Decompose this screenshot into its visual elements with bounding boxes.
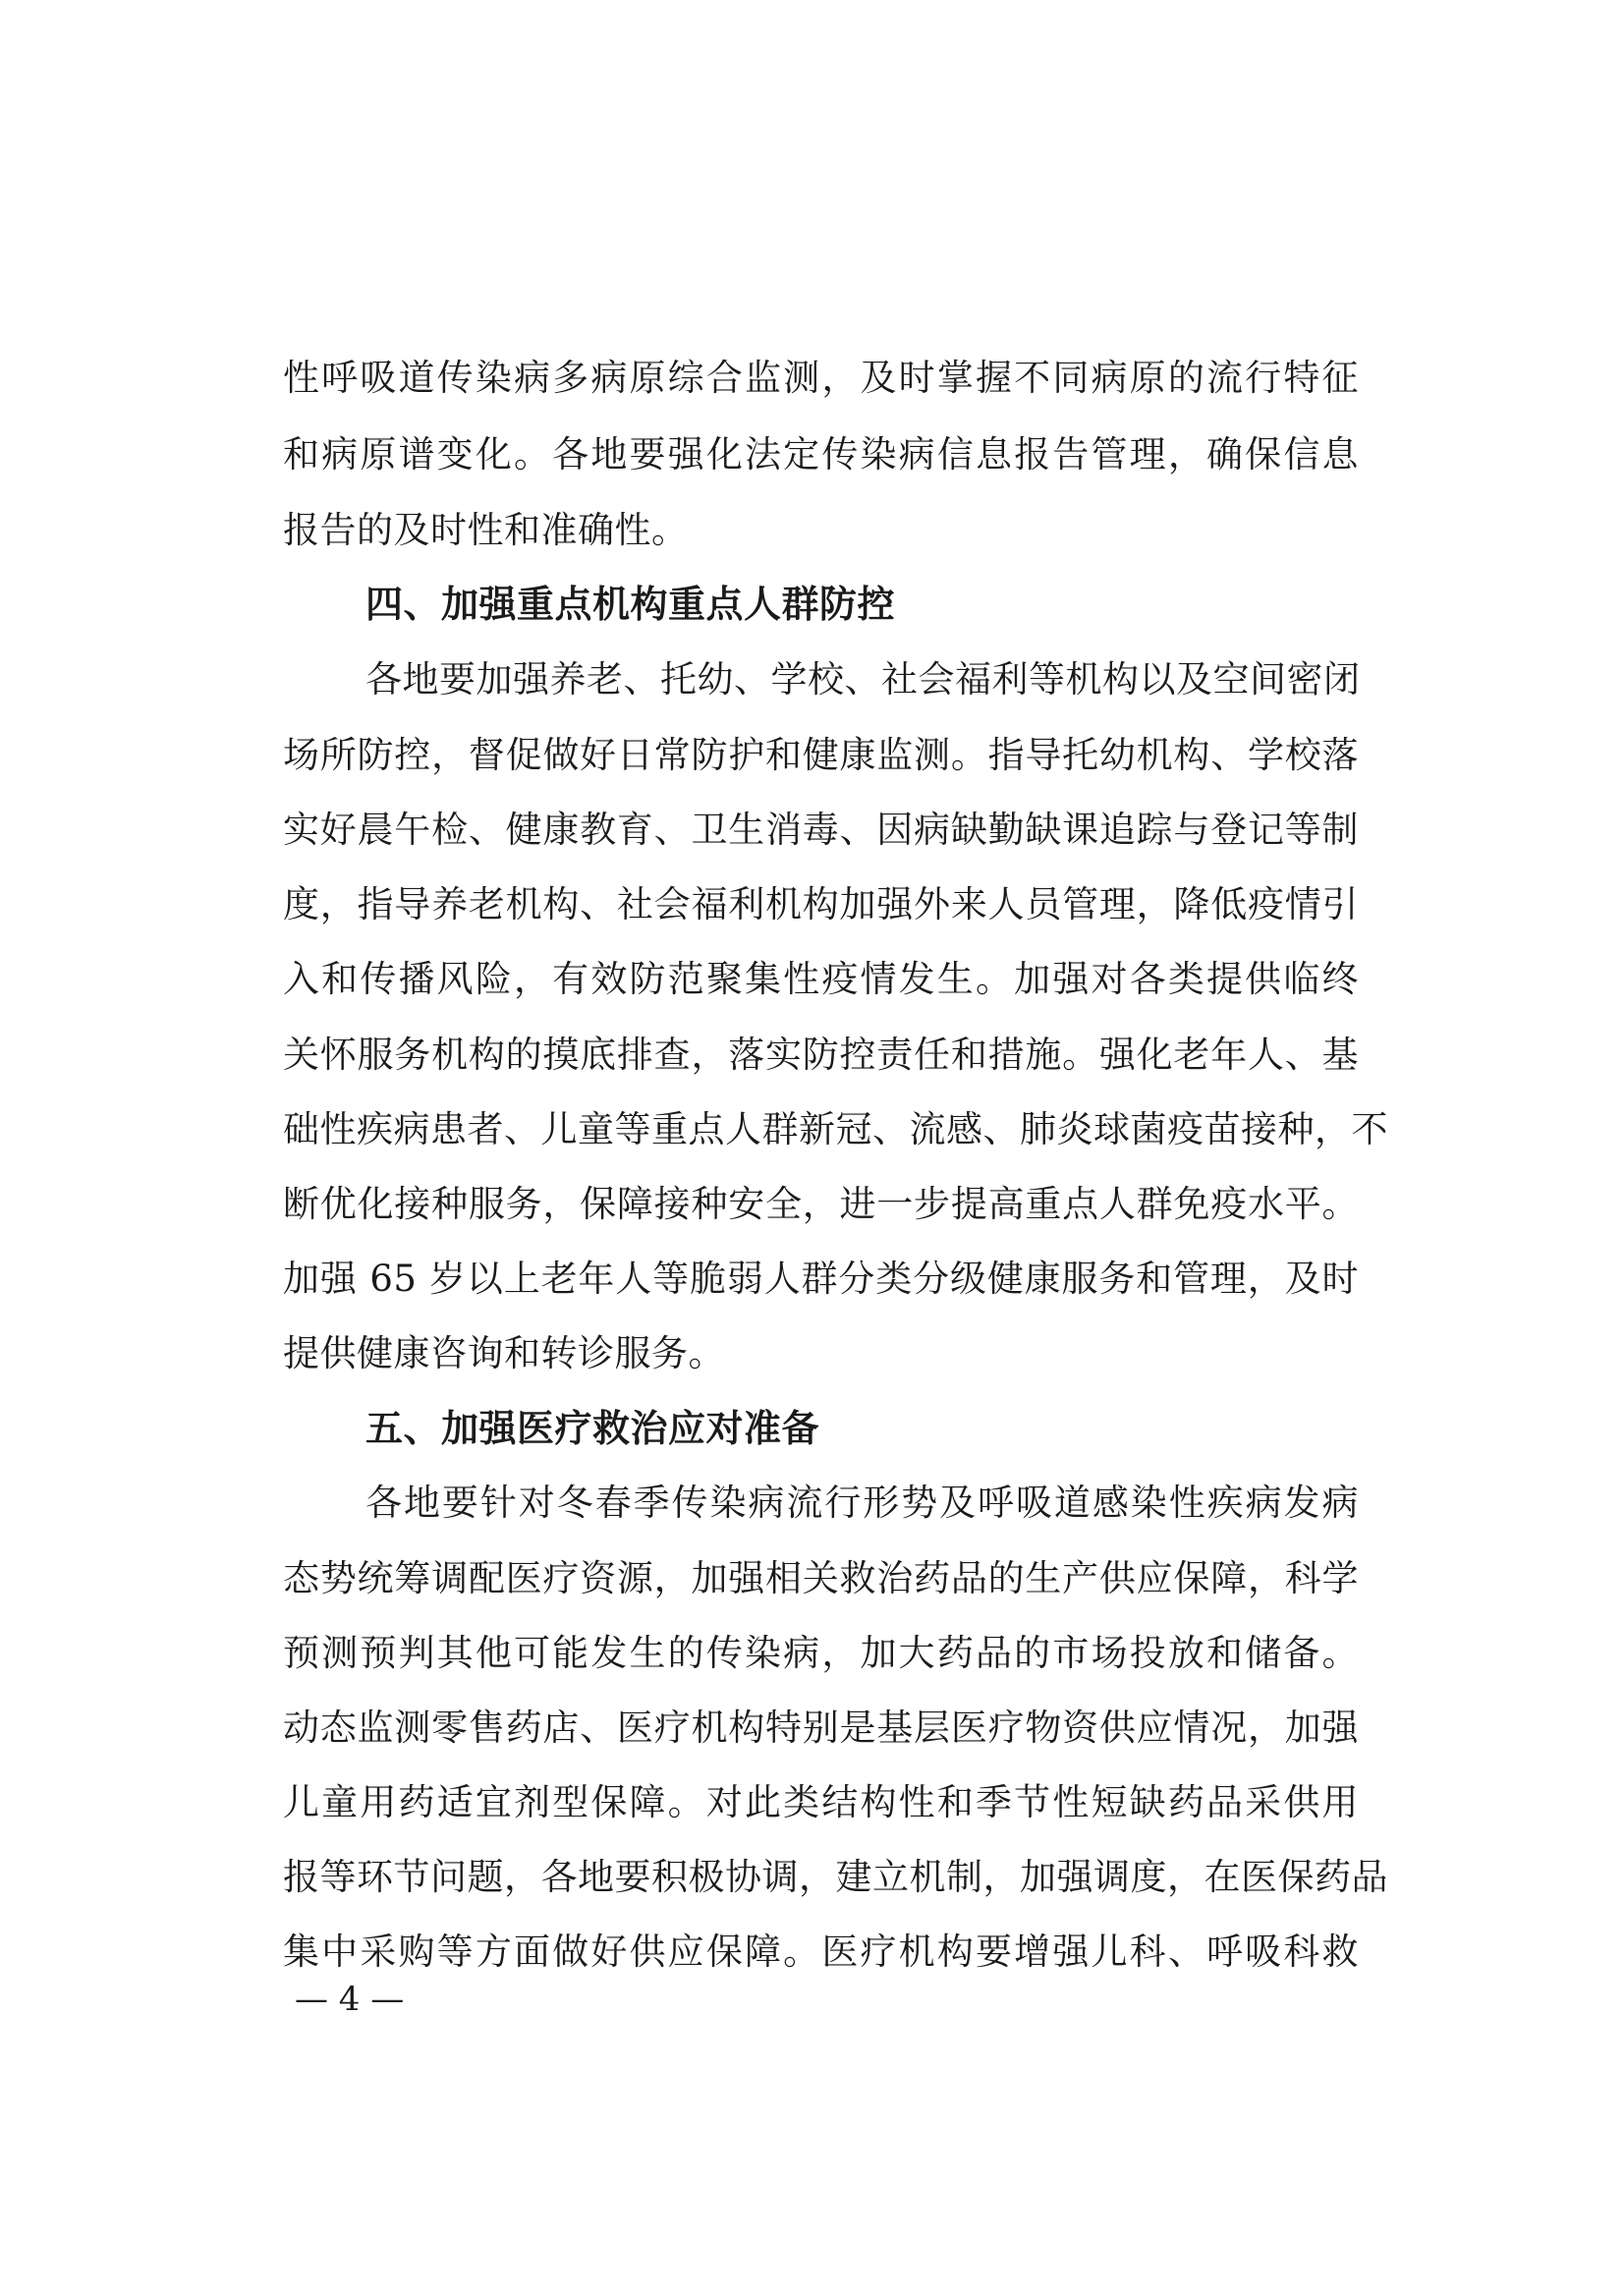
body-line: 度，指导养老机构、社会福利机构加强外来人员管理，降低疫情引 (283, 883, 1359, 925)
body-line: 性呼吸道传染病多病原综合监测，及时掌握不同病原的流行特征 (283, 357, 1359, 399)
body-line: 实好晨午检、健康教育、卫生消毒、因病缺勤缺课追踪与登记等制 (283, 809, 1359, 851)
body-line: 础性疾病患者、儿童等重点人群新冠、流感、肺炎球菌疫苗接种，不 (283, 1108, 1388, 1150)
page-number: — 4 — (295, 1980, 405, 2019)
body-line: 提供健康咨询和转诊服务。 (283, 1332, 725, 1374)
body-line: 各地要针对冬春季传染病流行形势及呼吸道感染性疾病发病 (365, 1482, 1359, 1524)
body-line: 断优化接种服务，保障接种安全，进一步提高重点人群免疫水平。 (283, 1183, 1359, 1225)
section-heading: 五、加强医疗救治应对准备 (365, 1407, 820, 1450)
body-line: 场所防控，督促做好日常防护和健康监测。指导托幼机构、学校落 (283, 734, 1359, 776)
body-line: 集中采购等方面做好供应保障。医疗机构要增强儿科、呼吸科救 (283, 1931, 1359, 1973)
body-line: 入和传播风险，有效防范聚集性疫情发生。加强对各类提供临终 (283, 958, 1359, 1000)
body-line: 和病原谱变化。各地要强化法定传染病信息报告管理，确保信息 (283, 433, 1359, 476)
body-line: 报等环节问题，各地要积极协调，建立机制，加强调度，在医保药品 (283, 1856, 1388, 1898)
body-line: 关怀服务机构的摸底排查，落实防控责任和措施。强化老年人、基 (283, 1034, 1359, 1076)
body-line: 加强 65 岁以上老年人等脆弱人群分类分级健康服务和管理，及时 (283, 1258, 1359, 1300)
body-line: 报告的及时性和准确性。 (283, 509, 689, 551)
body-line: 预测预判其他可能发生的传染病，加大药品的市场投放和储备。 (283, 1632, 1359, 1674)
body-line: 动态监测零售药店、医疗机构特别是基层医疗物资供应情况，加强 (283, 1707, 1359, 1749)
body-line: 各地要加强养老、托幼、学校、社会福利等机构以及空间密闭 (365, 658, 1361, 700)
body-line: 儿童用药适宜剂型保障。对此类结构性和季节性短缺药品采供用 (283, 1781, 1359, 1823)
body-line: 态势统筹调配医疗资源，加强相关救治药品的生产供应保障，科学 (283, 1557, 1359, 1599)
section-heading: 四、加强重点机构重点人群防控 (365, 583, 896, 626)
